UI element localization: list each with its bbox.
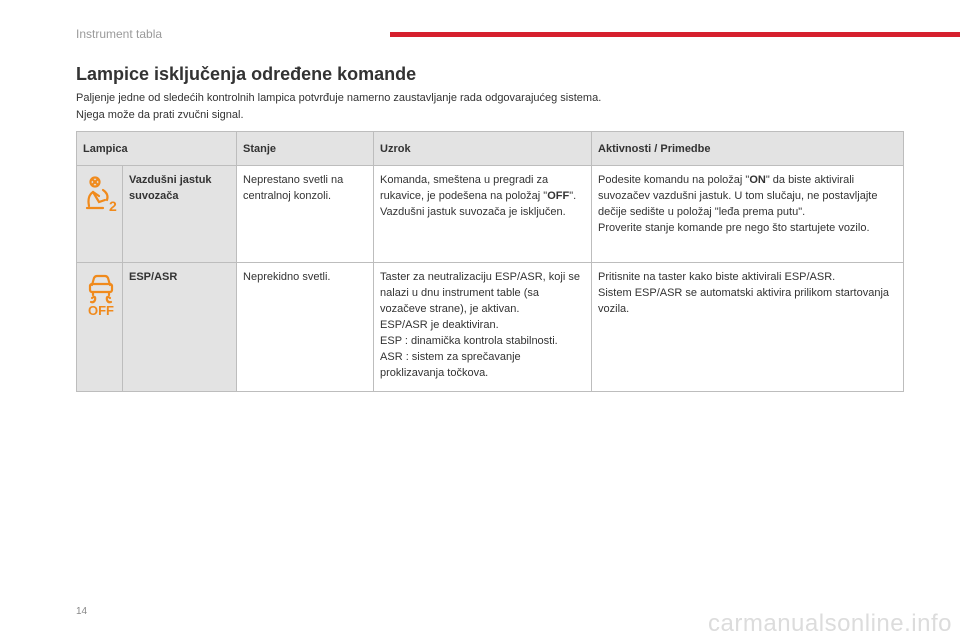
esp-off-icon bbox=[83, 271, 116, 317]
page-title: Lampice isključenja određene komande bbox=[76, 64, 417, 84]
lamp-name-line-2: suvozača bbox=[129, 190, 179, 202]
table-header-row bbox=[77, 132, 904, 166]
header-accent-bar bbox=[390, 32, 960, 37]
intro-line-2: Njega može da prati zvučni signal. bbox=[76, 109, 244, 121]
airbag-off-icon bbox=[83, 174, 116, 214]
warning-lamps-table bbox=[76, 131, 904, 392]
svg-text:2: 2 bbox=[109, 198, 117, 214]
header-state: Stanje bbox=[237, 132, 374, 166]
cause-text: Komanda, smeštena u pregradi za rukavice, je podešena na položaj " bbox=[380, 174, 549, 202]
lamp-cause bbox=[374, 166, 592, 263]
cause-line: ESP/ASR je deaktiviran. bbox=[380, 319, 499, 331]
esp-off-icon-label: OFF bbox=[88, 303, 114, 317]
lamp-name-line-1: Vazdušni jastuk bbox=[129, 174, 212, 186]
lamp-name bbox=[123, 166, 237, 263]
action-line: Sistem ESP/ASR se automatski aktivira prilikom startovanja vozila. bbox=[598, 287, 890, 315]
action-line: Pritisnite na taster kako biste aktivirali ESP/ASR. bbox=[598, 271, 836, 283]
action-line-2: Proverite stanje komande pre nego što startujete vozilo. bbox=[598, 222, 870, 234]
cause-line: Taster za neutralizaciju ESP/ASR, koji se nalazi u dnu instrument table (sa vozačeve strane), je aktivan. bbox=[380, 271, 580, 315]
header-actions: Aktivnosti / Primedbe bbox=[592, 132, 904, 166]
lamp-cause bbox=[374, 263, 592, 392]
intro-text bbox=[76, 90, 601, 124]
cause-line: ESP : dinamička kontrola stabilnosti. bbox=[380, 335, 558, 347]
header-cause: Uzrok bbox=[374, 132, 592, 166]
lamp-name: ESP/ASR bbox=[123, 263, 237, 392]
cause-line: ASR : sistem za sprečavanje proklizavanja točkova. bbox=[380, 351, 521, 379]
lamp-action bbox=[592, 263, 904, 392]
lamp-state: Neprekidno svetli. bbox=[237, 263, 374, 392]
action-bold-value: ON bbox=[749, 174, 766, 186]
lamp-state: Neprestano svetli na centralnoj konzoli. bbox=[237, 166, 374, 263]
action-text: Podesite komandu na položaj " bbox=[598, 174, 750, 186]
section-label: Instrument tabla bbox=[76, 27, 163, 41]
watermark: carmanualsonline.info bbox=[708, 610, 952, 637]
lamp-icon-cell bbox=[77, 166, 123, 263]
header-lamp: Lampica bbox=[77, 132, 237, 166]
action-line bbox=[598, 172, 897, 220]
cause-line bbox=[380, 172, 585, 204]
lamp-action bbox=[592, 166, 904, 263]
table-row bbox=[77, 263, 904, 392]
page-number: 14 bbox=[76, 606, 88, 617]
cause-bold-value: OFF bbox=[547, 190, 570, 202]
intro-line-1: Paljenje jedne od sledećih kontrolnih lampica potvrđuje namerno zaustavljanje rada odgovarajućeg sistema. bbox=[76, 92, 602, 104]
lamp-icon-cell bbox=[77, 263, 123, 392]
cause-line-2: Vazdušni jastuk suvozača je isključen. bbox=[380, 206, 566, 218]
table-row bbox=[77, 166, 904, 263]
action-text-end: " da biste aktivirali suvozačev vazdušni jastuk. U tom slučaju, ne postavljajte dečije sedište u položaj "leđa prema putu". bbox=[598, 174, 878, 218]
cause-text-end: ". bbox=[569, 190, 577, 202]
